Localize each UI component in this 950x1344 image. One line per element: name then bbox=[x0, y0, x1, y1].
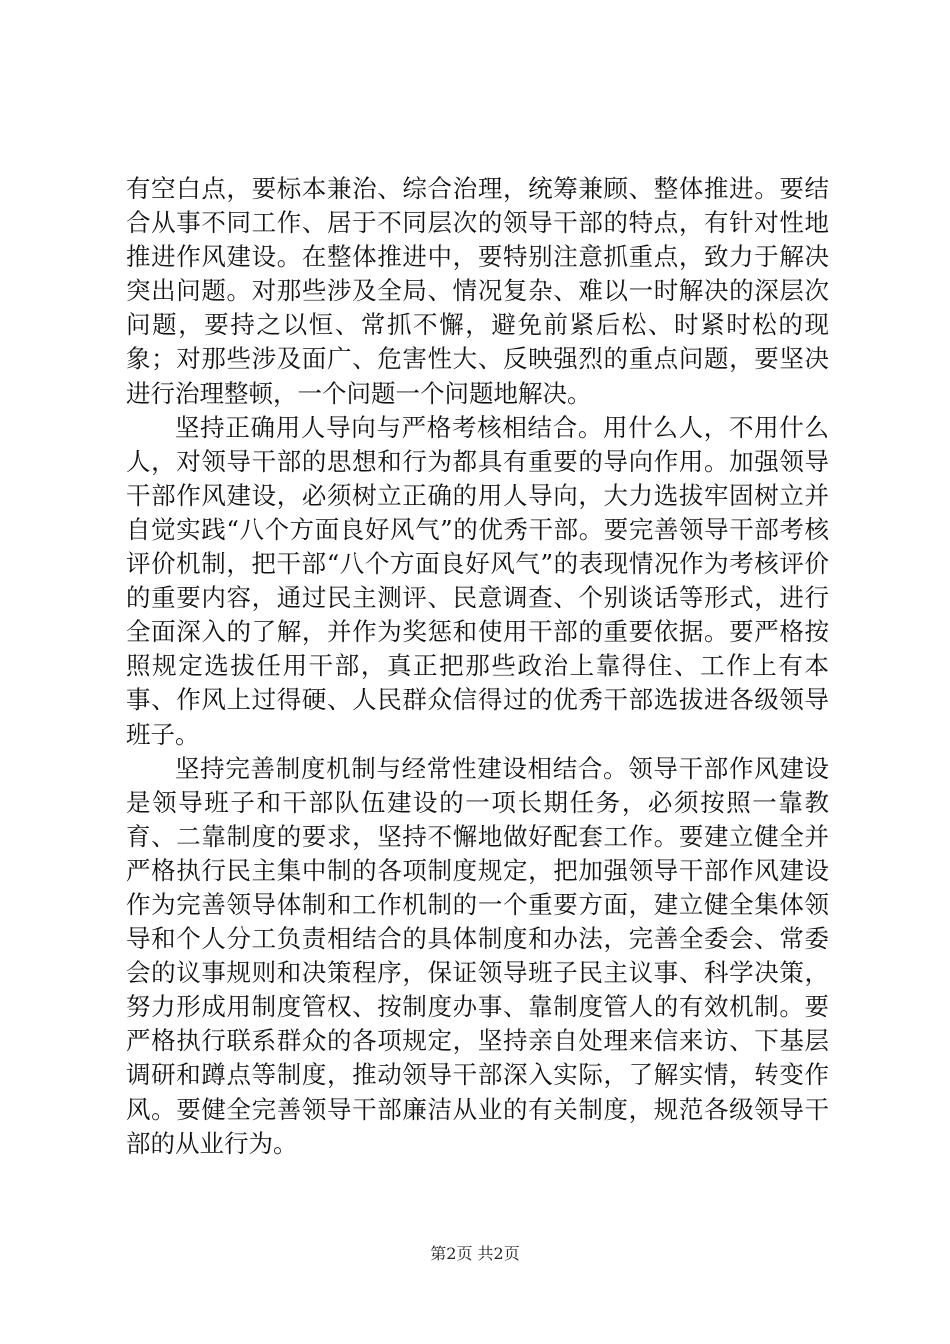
document-body bbox=[126, 172, 829, 1161]
paragraph-continued: 有空白点，要标本兼治、综合治理，统筹兼顾、整体推进。要结合从事不同工作、居于不同层次的领导干部的特点，有针对性地推进作风建设。在整体推进中，要特别注意抓重点，致力于解决突出问题。对那些涉及全局、情况复杂、难以一时解决的深层次问题，要持之以恒、常抓不懈，避免前紧后松、时紧时松的现象；对那些涉及面广、危害性大、反映强烈的重点问题，要坚决进行治理整顿，一个问题一个问题地解决。 bbox=[126, 174, 829, 408]
page-number-footer: 第2页 共2页 bbox=[430, 1244, 520, 1263]
paragraph-institutional-mechanism: 坚持完善制度机制与经常性建设相结合。领导干部作风建设是领导班子和干部队伍建设的一项长期任务，必须按照一靠教育、二靠制度的要求，坚持不懈地做好配套工作。要建立健全并严格执行民主集中制的各项制度规定，把加强领导干部作风建设作为完善领导体制和工作机制的一个重要方面，建立健全集体领导和个人分工负责相结合的具体制度和办法，完善全委会、常委会的议事规则和决策程序，保证领导班子民主议事、科学决策，努力形成用制度管权、按制度办事、靠制度管人的有效机制。要严格执行联系群众的各项规定，坚持亲自处理来信来访、下基层调研和蹲点等制度，推动领导干部深入实际，了解实情，转变作风。要健全完善领导干部廉洁从业的有关制度，规范各级领导干部的从业行为。 bbox=[126, 753, 829, 1158]
paragraph-personnel-orientation: 坚持正确用人导向与严格考核相结合。用什么人，不用什么人，对领导干部的思想和行为都具有重要的导向作用。加强领导干部作风建设，必须树立正确的用人导向，大力选拔牢固树立并自觉实践“八个方面良好风气”的优秀干部。要完善领导干部考核评价机制，把干部“八个方面良好风气”的表现情况作为考核评价的重要内容，通过民主测评、民意调查、个别谈话等形式，进行全面深入的了解，并作为奖惩和使用干部的重要依据。要严格按照规定选拔任用干部，真正把那些政治上靠得住、工作上有本事、作风上过得硬、人民群众信得过的优秀干部选拔进各级领导班子。 bbox=[126, 412, 829, 749]
